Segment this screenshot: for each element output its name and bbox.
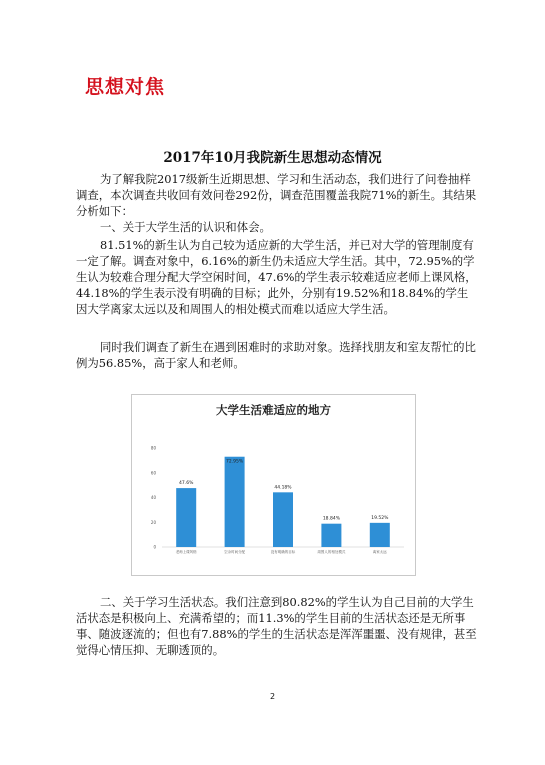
bar-chart-svg	[132, 395, 415, 575]
bar-data-label: 72.95%	[226, 459, 244, 465]
y-tick-label: 0	[153, 544, 156, 550]
section-logo: 思想对焦	[85, 76, 166, 98]
bar-data-label: 47.6%	[179, 481, 194, 487]
document-title: 2017年10月我院新生思想动态情况	[163, 150, 382, 166]
bar	[370, 523, 390, 547]
bar-chart	[131, 394, 416, 576]
bar-data-label: 19.52%	[371, 515, 389, 521]
x-category-label: 周围人的相处模式	[317, 550, 346, 554]
bar-data-label: 18.84%	[322, 516, 340, 522]
y-tick-label: 20	[150, 519, 156, 525]
bar-data-label: 44.18%	[274, 485, 292, 491]
y-tick-label: 60	[150, 470, 156, 476]
section-2-paragraph: 二、关于学习生活状态。我们注意到80.82%的学生认为自己目前的大学生活状态是积极向上、充满希望的；而11.3%的学生目前的生活状态还是无所事事、随波逐流的；但也有7.88%的学生的生活状态是浑浑噩噩、没有规律，甚至觉得心情压抑、无聊透顶的。	[76, 595, 477, 657]
bar	[321, 524, 341, 547]
bar	[176, 488, 196, 547]
y-tick-label: 40	[150, 495, 156, 500]
page-number: 2	[269, 692, 276, 701]
paragraph-adaptation: 81.51%的新生认为自己较为适应新的大学生活，并已对大学的管理制度有一定了解。调查对象中，6.16%的新生仍未适应大学生活。其中，72.95%的学生认为较难合理分配大学空闲时间，47.6%的学生表示较难适应老师上课风格，44.18%的学生表示没有明确的目标；此外，分别有19.52%和18.84%的学生因大学离家太远以及和周围人的相处模式而难以适应大学生活。	[76, 238, 477, 316]
bar	[273, 492, 293, 547]
y-tick-label: 80	[150, 445, 156, 451]
chart-title: 大学生活难适应的地方	[216, 403, 331, 417]
x-category-label: 空余时间分配	[224, 550, 246, 554]
bar	[225, 457, 245, 547]
x-category-label: 老师上课风格	[175, 550, 197, 554]
x-category-label: 没有明确的目标	[270, 550, 296, 554]
x-axis-labels	[176, 549, 388, 554]
y-axis-ticks	[151, 446, 157, 550]
intro-paragraph: 为了解我院2017级新生近期思想、学习和生活动态，我们进行了问卷抽样调查，本次调查共收回有效问卷292份，调查范围覆盖我院71%的新生。其结果分析如下：	[76, 172, 477, 218]
x-category-label: 离家太远	[372, 550, 387, 554]
bars-group	[176, 457, 390, 547]
section-heading-1: 一、关于大学生活的认识和体会。	[100, 220, 271, 234]
paragraph-help-seeking: 同时我们调查了新生在遇到困难时的求助对象。选择找朋友和室友帮忙的比例为56.85%，高于家人和老师。	[76, 340, 476, 370]
